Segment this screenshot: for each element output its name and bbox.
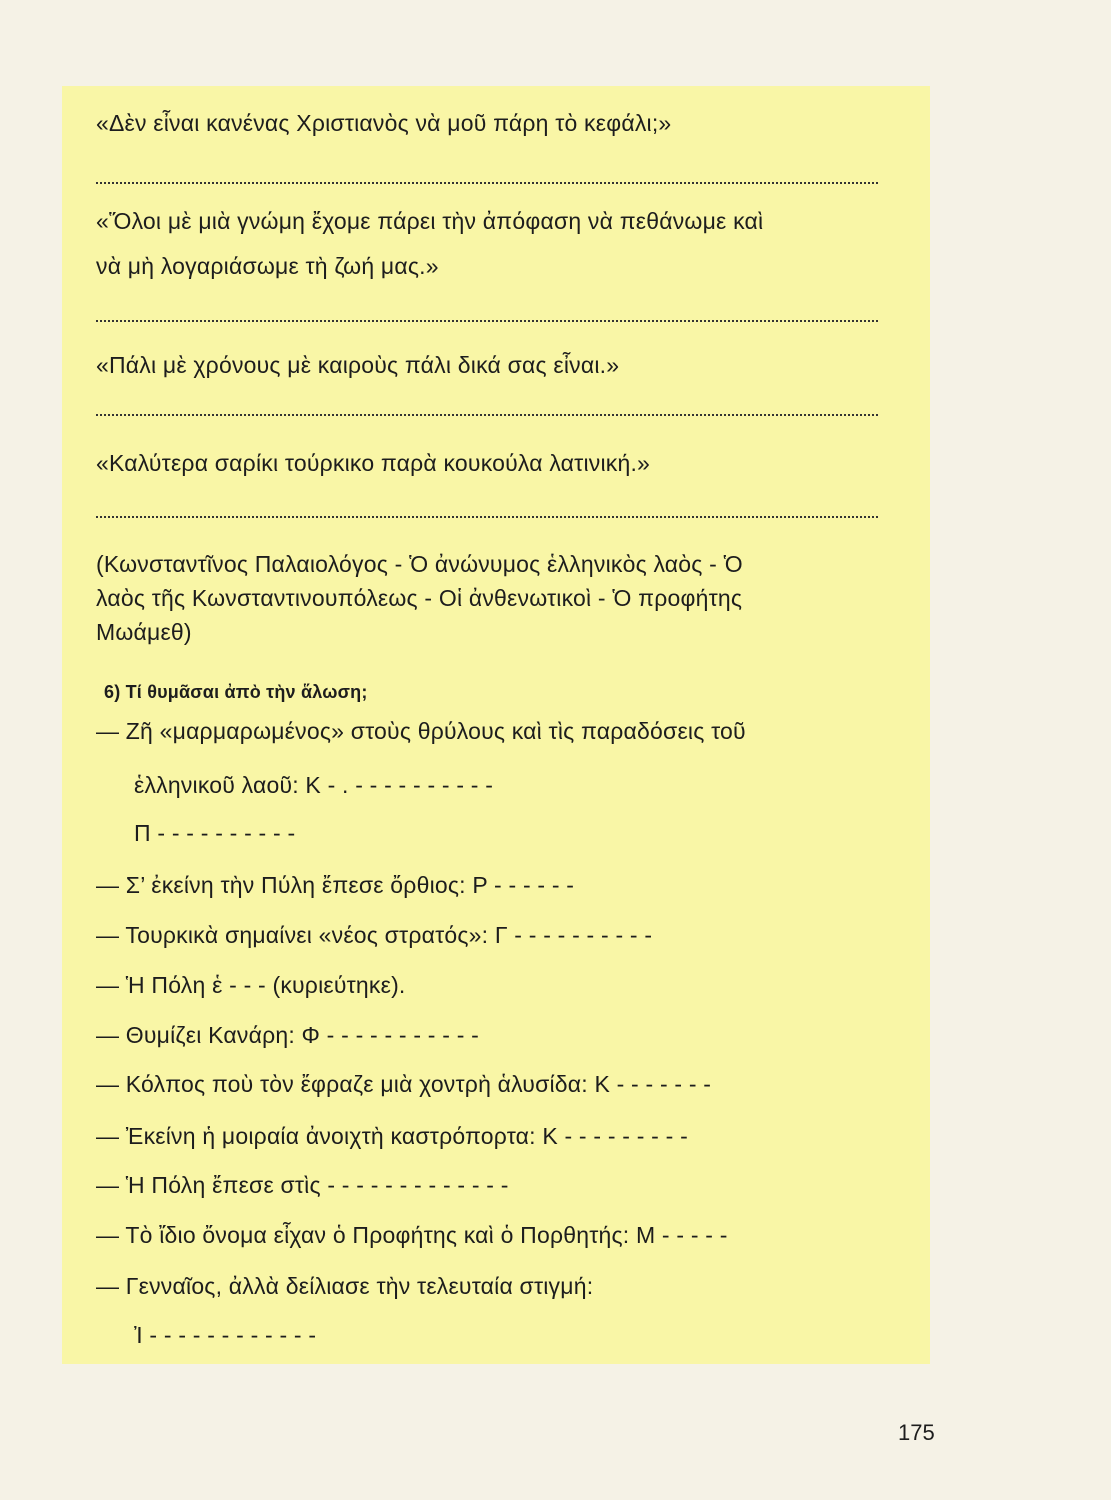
answer-line-3 [96,414,878,416]
quote-2-line-2: νὰ μὴ λογαριάσωμε τὴ ζωή μας.» [96,253,439,279]
item-1-answer-p: Π - - - - - - - - - - [134,820,296,846]
item-9: — Τὸ ἴδιο ὄνομα εἶχαν ὁ Προφήτης καὶ ὁ Πορθητής: Μ - - - - - [96,1222,728,1248]
section-heading: 6) Τί θυμᾶσαι ἀπὸ τὴν ἅλωση; [104,682,368,702]
page-number: 175 [898,1420,935,1445]
choices-line-1: (Κωνσταντῖνος Παλαιολόγος - Ὁ ἀνώνυμος ἑλληνικὸς λαὸς - Ὁ [96,551,743,577]
answer-line-4 [96,516,878,518]
item-10: — Γενναῖος, ἀλλὰ δείλιασε τὴν τελευταία στιγμή: [96,1273,594,1299]
item-6: — Κόλπος ποὺ τὸν ἔφραζε μιὰ χοντρὴ ἁλυσίδα: Κ - - - - - - - [96,1071,712,1097]
choices-line-3: Μωάμεθ) [96,619,192,645]
item-5: — Θυμίζει Κανάρη: Φ - - - - - - - - - - - [96,1022,480,1048]
quote-2-line-1: «Ὅλοι μὲ μιὰ γνώμη ἔχομε πάρει τὴν ἀπόφαση νὰ πεθάνωμε καὶ [96,208,764,234]
quote-1-line-1: «Δὲν εἶναι κανένας Χριστιανὸς νὰ μοῦ πάρη τὸ κεφάλι;» [96,110,672,136]
quote-4-line-1: «Καλύτερα σαρίκι τούρκικο παρὰ κουκούλα λατινική.» [96,450,651,476]
item-1: — Ζῆ «μαρμαρωμένος» στοὺς θρύλους καὶ τὶς παραδόσεις τοῦ [96,718,746,744]
choices-line-2: λαὸς τῆς Κωνσταντινουπόλεως - Οἱ ἀνθενωτικοὶ - Ὁ προφήτης [96,585,743,611]
quote-3-line-1: «Πάλι μὲ χρόνους μὲ καιροὺς πάλι δικά σας εἶναι.» [96,352,620,378]
item-8: — Ἡ Πόλη ἔπεσε στὶς - - - - - - - - - - - - - [96,1172,509,1198]
item-1-answer-k: ἑλληνικοῦ λαοῦ: Κ - . - - - - - - - - - - [134,772,494,798]
answer-line-2 [96,320,878,322]
item-4: — Ἡ Πόλη ἑ - - - (κυριεύτηκε). [96,972,406,998]
item-2: — Σ’ ἐκείνη τὴν Πύλη ἔπεσε ὄρθιος: Ρ - - - - - - [96,872,575,898]
item-10-answer: Ἰ - - - - - - - - - - - - [134,1322,317,1348]
answer-line-1 [96,182,878,184]
item-7: — Ἐκείνη ἡ μοιραία ἀνοιχτὴ καστρόπορτα: Κ - - - - - - - - - [96,1123,688,1149]
item-3: — Τουρκικὰ σημαίνει «νέος στρατός»: Γ - - - - - - - - - - [96,922,653,948]
